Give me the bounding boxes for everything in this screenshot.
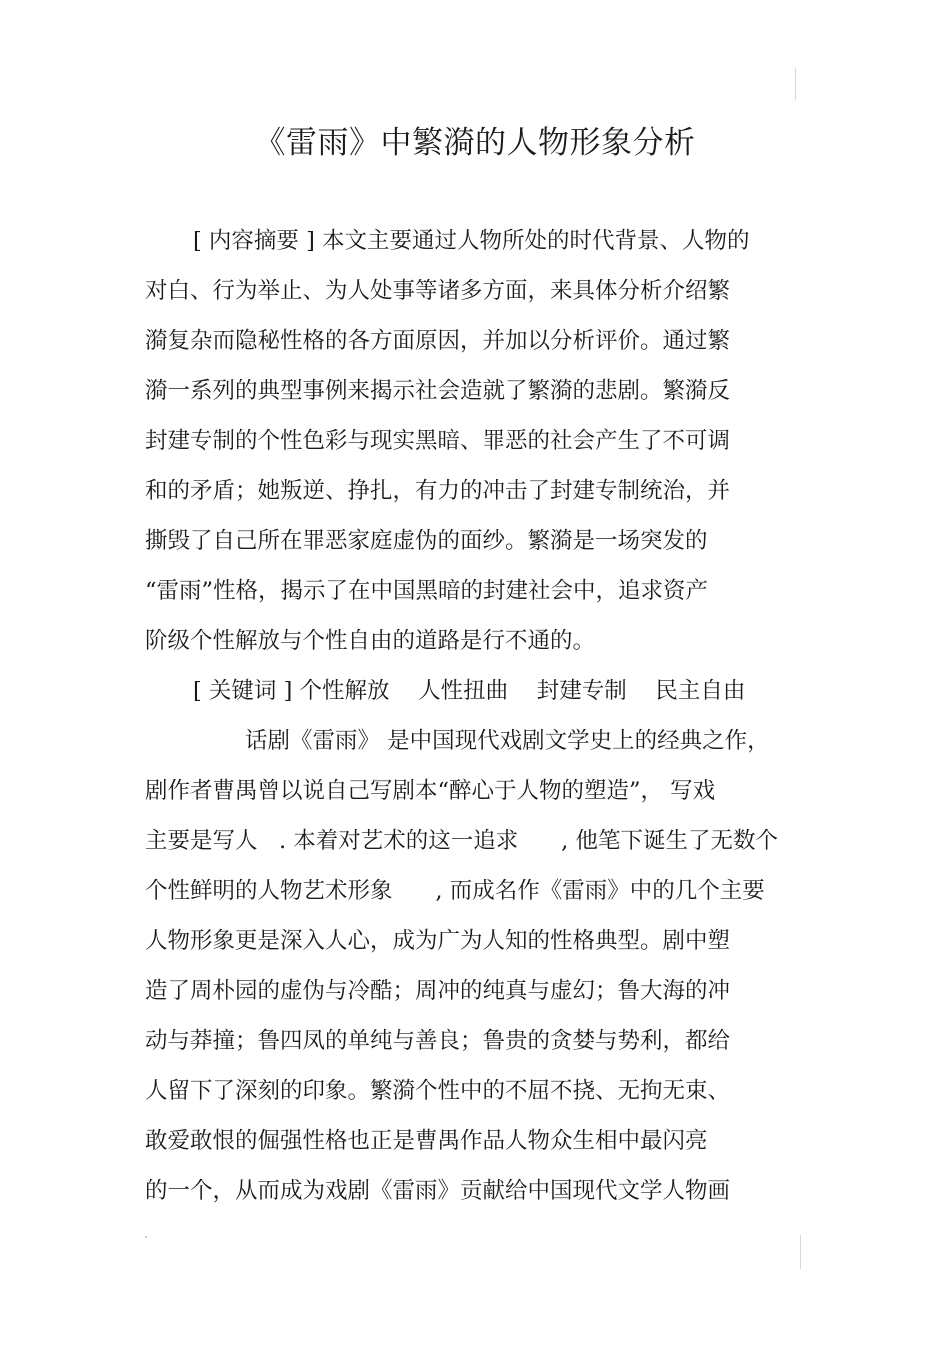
body-line: 人物形象更是深入人心，成为广为人知的性格典型。剧中塑	[145, 928, 731, 954]
abstract-line: 封建专制的个性色彩与现实黑暗、罪恶的社会产生了不可调	[145, 428, 731, 454]
keywords-line: [ 关键词 ] 个性解放 人性扭曲 封建专制 民主自由	[193, 678, 746, 704]
scan-dot	[145, 1236, 147, 1238]
body-line: 个性鲜明的人物艺术形象 , 而成名作《雷雨》中的几个主要	[145, 878, 765, 904]
body-line: 剧作者曹禺曾以说自己写剧本“醉心于人物的塑造”， 写戏	[145, 778, 716, 804]
body-line: 的一个，从而成为戏剧《雷雨》贡献给中国现代文学人物画	[145, 1178, 731, 1204]
abstract-line: [ 内容摘要 ] 本文主要通过人物所处的时代背景、人物的	[193, 228, 750, 254]
body-line: 敢爱敢恨的倔强性格也正是曹禺作品人物众生相中最闪亮	[145, 1128, 708, 1154]
body-line: 动与莽撞；鲁四凤的单纯与善良；鲁贵的贪婪与势利，都给	[145, 1028, 731, 1054]
document-title: 《雷雨》中繁漪的人物形象分析	[254, 125, 696, 161]
abstract-line: 对白、行为举止、为人处事等诸多方面，来具体分析介绍繁	[145, 278, 731, 304]
abstract-line: 漪一系列的典型事例来揭示社会造就了繁漪的悲剧。繁漪反	[145, 378, 731, 404]
body-line: 人留下了深刻的印象。繁漪个性中的不屈不挠、无拘无束、	[145, 1078, 731, 1104]
abstract-line: 撕毁了自己所在罪恶家庭虚伪的面纱。繁漪是一场突发的	[145, 528, 708, 554]
abstract-line: 和的矛盾；她叛逆、挣扎，有力的冲击了封建专制统治，并	[145, 478, 731, 504]
abstract-line: 漪复杂而隐秘性格的各方面原因，并加以分析评价。通过繁	[145, 328, 731, 354]
abstract-line: 阶级个性解放与个性自由的道路是行不通的。	[145, 628, 596, 654]
page-edge-mark-bottom	[800, 1235, 801, 1269]
abstract-line: “雷雨”性格，揭示了在中国黑暗的封建社会中，追求资产	[145, 578, 709, 604]
body-line: 主要是写人 . 本着对艺术的这一追求 , 他笔下诞生了无数个	[145, 828, 778, 854]
body-line: 话剧《雷雨》 是中国现代戏剧文学史上的经典之作，	[245, 728, 770, 754]
page-edge-mark-top	[795, 68, 796, 100]
body-line: 造了周朴园的虚伪与冷酷；周冲的纯真与虚幻；鲁大海的冲	[145, 978, 731, 1004]
